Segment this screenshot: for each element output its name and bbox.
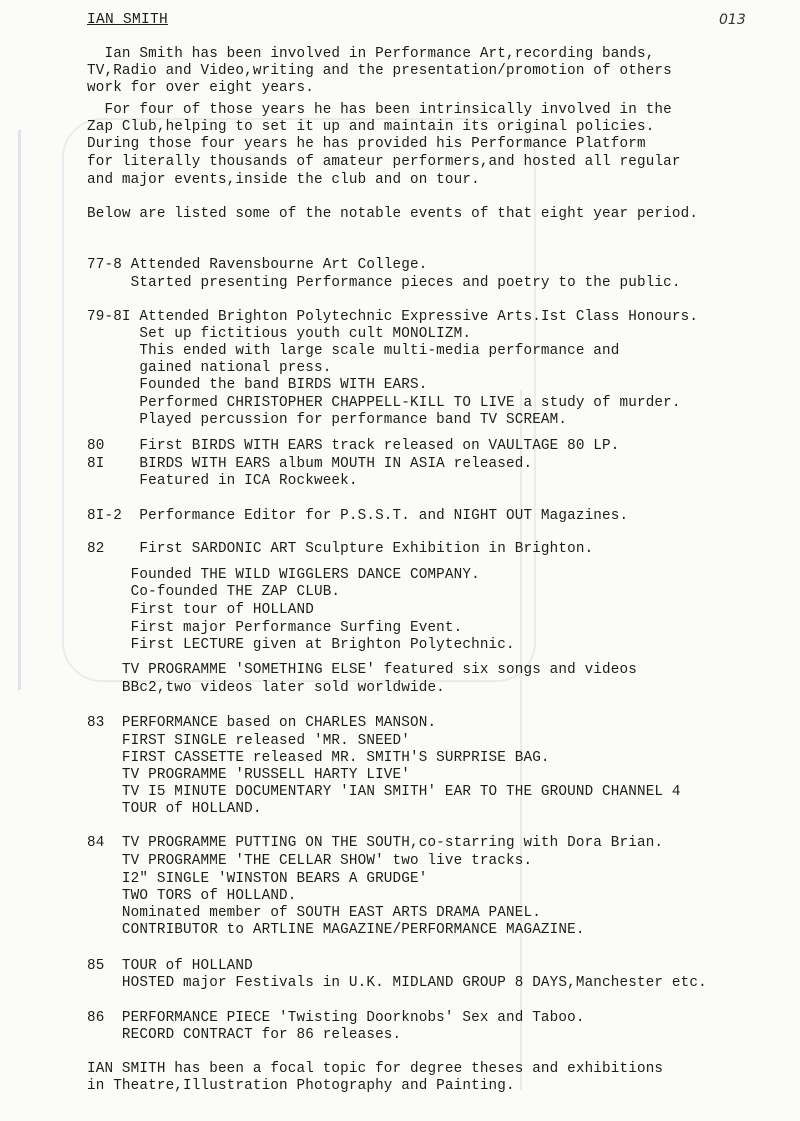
lead-line: Below are listed some of the notable events of that eight year period.	[87, 206, 699, 222]
intro-line: During those four years he has provided his Performance Platform	[87, 136, 646, 152]
event-line: Set up fictitious youth cult MONOLIZM.	[87, 326, 472, 342]
document-title: IAN SMITH	[87, 12, 169, 28]
event-line: BBc2,two videos later sold worldwide.	[87, 680, 445, 696]
event-line: First LECTURE given at Brighton Polytechnic.	[87, 637, 515, 653]
event-line: TWO TORS of HOLLAND.	[87, 888, 297, 904]
event-line: Performed CHRISTOPHER CHAPPELL-KILL TO LIVE a study of murder.	[87, 395, 681, 411]
show-through-mark	[18, 130, 81, 690]
event-line: Started presenting Performance pieces and poetry to the public.	[87, 275, 681, 291]
event-line: Played percussion for performance band TV SCREAM.	[87, 412, 568, 428]
intro-line: Zap Club,helping to set it up and maintain its original policies.	[87, 119, 655, 135]
event-line: 79-8I Attended Brighton Polytechnic Expressive Arts.Ist Class Honours.	[87, 309, 699, 325]
event-line: TV PROGRAMME 'SOMETHING ELSE' featured six songs and videos	[87, 662, 637, 678]
event-line: TV I5 MINUTE DOCUMENTARY 'IAN SMITH' EAR TO THE GROUND CHANNEL 4	[87, 784, 681, 800]
event-line: TV PROGRAMME 'RUSSELL HARTY LIVE'	[87, 767, 410, 783]
event-line: FIRST SINGLE released 'MR. SNEED'	[87, 733, 410, 749]
event-line: Founded the band BIRDS WITH EARS.	[87, 377, 428, 393]
event-line: CONTRIBUTOR to ARTLINE MAGAZINE/PERFORMANCE MAGAZINE.	[87, 922, 585, 938]
event-line: Nominated member of SOUTH EAST ARTS DRAMA PANEL.	[87, 905, 541, 921]
event-line: 86 PERFORMANCE PIECE 'Twisting Doorknobs' Sex and Taboo.	[87, 1010, 585, 1026]
event-line: 77-8 Attended Ravensbourne Art College.	[87, 257, 428, 273]
event-line: Co-founded THE ZAP CLUB.	[87, 584, 341, 600]
event-line: 85 TOUR of HOLLAND	[87, 958, 253, 974]
intro-line: For four of those years he has been intrinsically involved in the	[87, 102, 672, 118]
intro-line: work for over eight years.	[87, 80, 314, 96]
event-line: gained national press.	[87, 360, 332, 376]
event-line: 84 TV PROGRAMME PUTTING ON THE SOUTH,co-starring with Dora Brian.	[87, 835, 664, 851]
intro-line: and major events,inside the club and on tour.	[87, 172, 480, 188]
event-line: Featured in ICA Rockweek.	[87, 473, 358, 489]
event-line: HOSTED major Festivals in U.K. MIDLAND GROUP 8 DAYS,Manchester etc.	[87, 975, 707, 991]
event-line: TOUR of HOLLAND.	[87, 801, 262, 817]
event-line: First major Performance Surfing Event.	[87, 620, 463, 636]
closing-line: IAN SMITH has been a focal topic for degree theses and exhibitions	[87, 1061, 664, 1077]
event-line: 8I-2 Performance Editor for P.S.S.T. and NIGHT OUT Magazines.	[87, 508, 629, 524]
closing-line: in Theatre,Illustration Photography and Painting.	[87, 1078, 515, 1094]
event-line: 8I BIRDS WITH EARS album MOUTH IN ASIA released.	[87, 456, 533, 472]
event-line: Founded THE WILD WIGGLERS DANCE COMPANY.	[87, 567, 480, 583]
event-line: 82 First SARDONIC ART Sculpture Exhibition in Brighton.	[87, 541, 594, 557]
event-line: FIRST CASSETTE released MR. SMITH'S SURPRISE BAG.	[87, 750, 550, 766]
intro-line: Ian Smith has been involved in Performance Art,recording bands,	[87, 46, 655, 62]
intro-line: TV,Radio and Video,writing and the presentation/promotion of others	[87, 63, 672, 79]
event-line: 80 First BIRDS WITH EARS track released on VAULTAGE 80 LP.	[87, 438, 620, 454]
event-line: RECORD CONTRACT for 86 releases.	[87, 1027, 402, 1043]
event-line: This ended with large scale multi-media performance and	[87, 343, 620, 359]
event-line: TV PROGRAMME 'THE CELLAR SHOW' two live tracks.	[87, 853, 533, 869]
intro-line: for literally thousands of amateur performers,and hosted all regular	[87, 154, 681, 170]
page-number: 013	[719, 12, 746, 28]
event-line: 83 PERFORMANCE based on CHARLES MANSON.	[87, 715, 437, 731]
event-line: I2" SINGLE 'WINSTON BEARS A GRUDGE'	[87, 871, 428, 887]
event-line: First tour of HOLLAND	[87, 602, 314, 618]
